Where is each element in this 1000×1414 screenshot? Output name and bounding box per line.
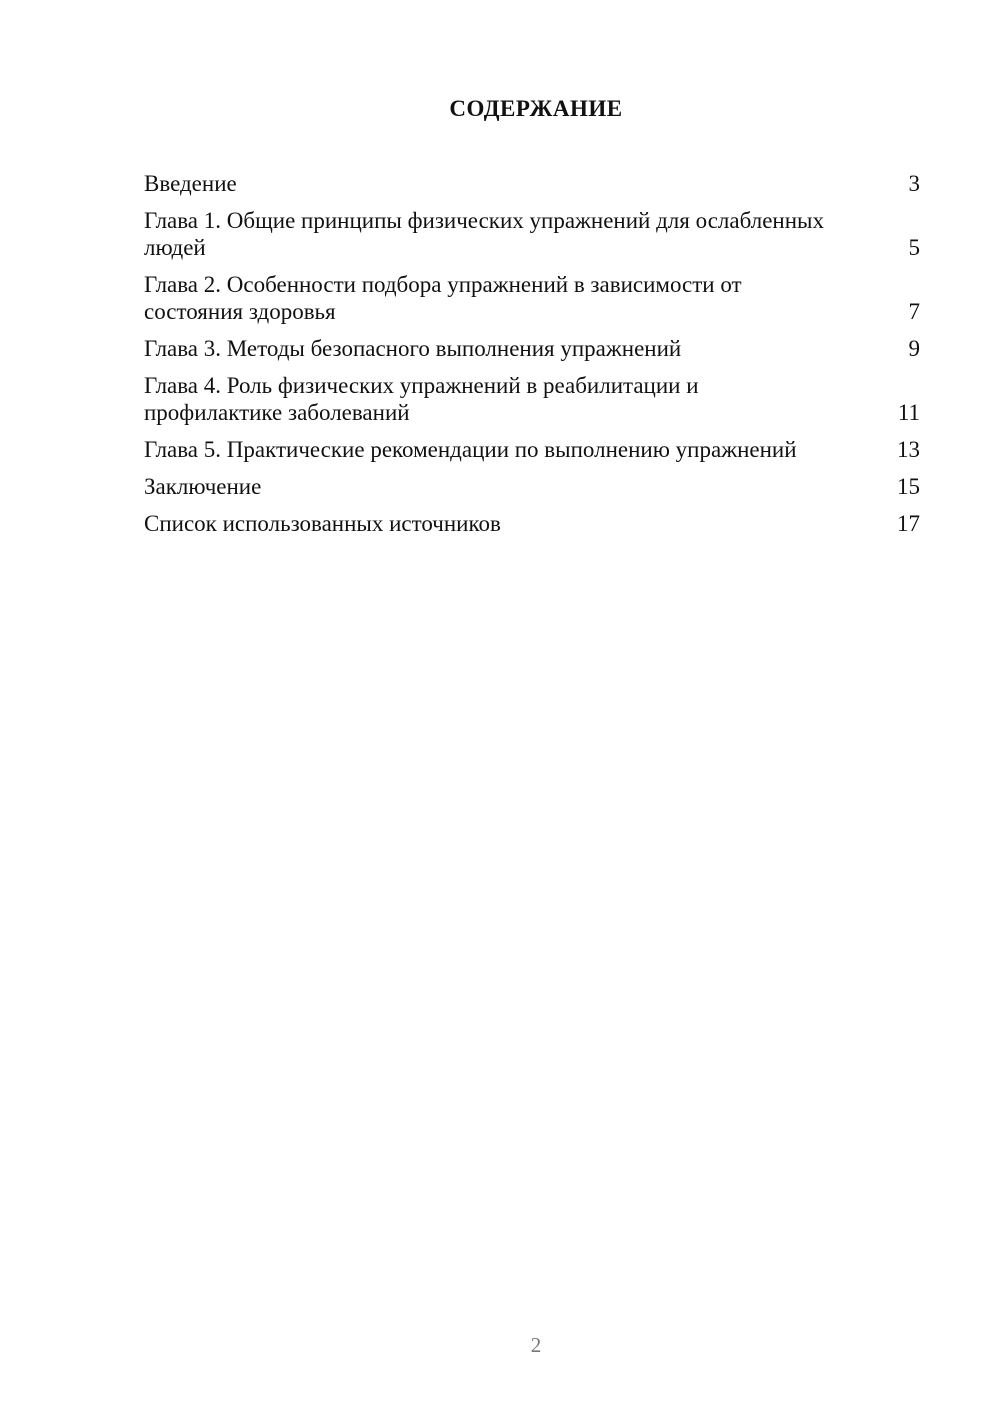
- toc-entry-text: Глава 5. Практические рекомендации по выполнению упражнений: [144, 437, 797, 462]
- toc-entry: [144, 335, 920, 362]
- toc-entry: [144, 372, 920, 426]
- page-number: 2: [530, 1333, 542, 1357]
- toc-entry-page: 13: [897, 437, 920, 462]
- toc-entry-page: 11: [897, 400, 920, 425]
- toc-entry-text: Заключение: [144, 474, 262, 499]
- toc-entry-text: Введение: [144, 171, 237, 196]
- toc-entry-text: Список использованных источников: [144, 511, 501, 536]
- toc-entry-text: Глава 4. Роль физических упражнений в реабилитации и профилактике заболеваний: [144, 373, 699, 425]
- toc-entry: [144, 473, 920, 500]
- toc-entry-page: 17: [897, 511, 920, 536]
- toc-entry-text: Глава 1. Общие принципы физических упражнений для ослабленных людей: [144, 208, 824, 260]
- toc-entry: [144, 170, 920, 197]
- toc-entry-page: 9: [908, 336, 920, 361]
- toc-entry-text: Глава 2. Особенности подбора упражнений в зависимости от состояния здоровья: [144, 272, 742, 324]
- toc-entry: [144, 436, 920, 463]
- toc-entry-page: 3: [908, 171, 920, 196]
- toc-entry-text: Глава 3. Методы безопасного выполнения упражнений: [144, 336, 682, 361]
- toc-entry: [144, 510, 920, 537]
- toc-entry: [144, 271, 920, 325]
- toc-entry-page: 7: [908, 299, 920, 324]
- toc-entry-page: 15: [897, 474, 920, 499]
- toc-entry: [144, 207, 920, 261]
- toc-entry-page: 5: [908, 235, 920, 260]
- page-title: СОДЕРЖАНИЕ: [449, 96, 623, 121]
- table-of-contents: [144, 170, 920, 547]
